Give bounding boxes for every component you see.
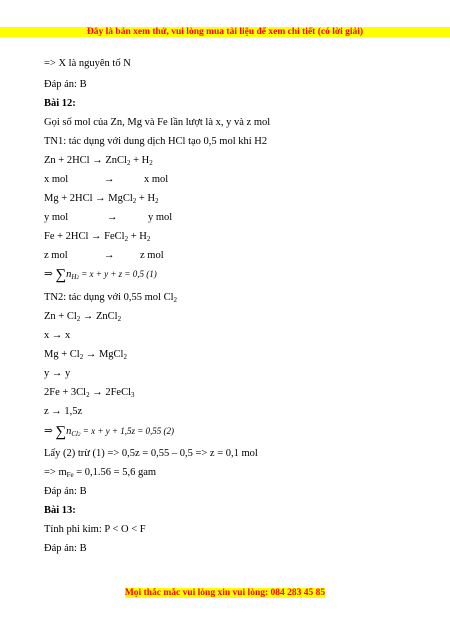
contact-footer	[0, 588, 450, 598]
sum-equation: ⇒ $\sum n_{H2} = x + y + z = 0,5$ (1)	[44, 267, 157, 283]
equation-line: Zn + 2HCl → ZnCl$_2$ + $H_2$	[44, 155, 153, 167]
text-line: => $m_{Fe} = 0,1.56 = 5,6$ gam	[44, 467, 157, 479]
equation-line: $Mg + Cl_2$ → MgCl$_2$	[44, 349, 127, 361]
equation-line: Mg + 2HCl → MgCl$_2$ + $H_2$	[44, 193, 159, 205]
mol-ratio-line: z mol → z mol	[44, 250, 164, 261]
preview-notice-header	[0, 27, 450, 37]
sum-equation: ⇒ $\sum n_{Cl2} = x + y + 1,5z = 0,55$ (2)	[44, 424, 175, 440]
text-line: TN1: tác dụng với dung dịch HCl tạo 0,5 mol khí H2	[44, 136, 268, 147]
text-line: Tính phi kim: P < O < F	[44, 524, 146, 535]
preview-notice-text: Đây là bản xem thử, vui lòng mua tài liệu để xem chi tiết (có lời giải)	[86, 27, 364, 37]
answer-line: Đáp án: B	[44, 79, 87, 90]
mol-ratio-line: y → y	[44, 368, 71, 379]
equation-line: Fe + 2HCl → FeCl$_2$ + $H_2$	[44, 231, 151, 243]
mol-ratio-line: x mol → x mol	[44, 174, 169, 185]
answer-line: Đáp án: B	[44, 543, 87, 554]
mol-ratio-line: y mol → y mol	[44, 212, 173, 223]
equation-line: $2Fe + 3Cl_2$ → 2FeCl$_3$	[44, 387, 135, 399]
mol-ratio-line: x → x	[44, 330, 71, 341]
text-line: Gọi số mol của Zn, Mg và Fe lần lượt là x, y và z mol	[44, 117, 271, 128]
contact-footer-text: Mọi thắc mắc vui lòng xin vui lòng: 084 283 45 85	[124, 588, 326, 598]
exercise-heading: Bài 12:	[44, 98, 76, 109]
text-line: => X là nguyên tố N	[44, 58, 131, 69]
text-line: Lấy (2) trừ (1) => 0,5z = 0,55 – 0,5 => z = 0,1 mol	[44, 448, 258, 459]
mol-ratio-line: z → 1,5z	[44, 406, 83, 417]
equation-line: $Zn + Cl_2$ → ZnCl$_2$	[44, 311, 122, 323]
exercise-heading: Bài 13:	[44, 505, 76, 516]
text-line: TN2: tác dụng với 0,55 mol $Cl_2$	[44, 292, 178, 304]
answer-line: Đáp án: B	[44, 486, 87, 497]
